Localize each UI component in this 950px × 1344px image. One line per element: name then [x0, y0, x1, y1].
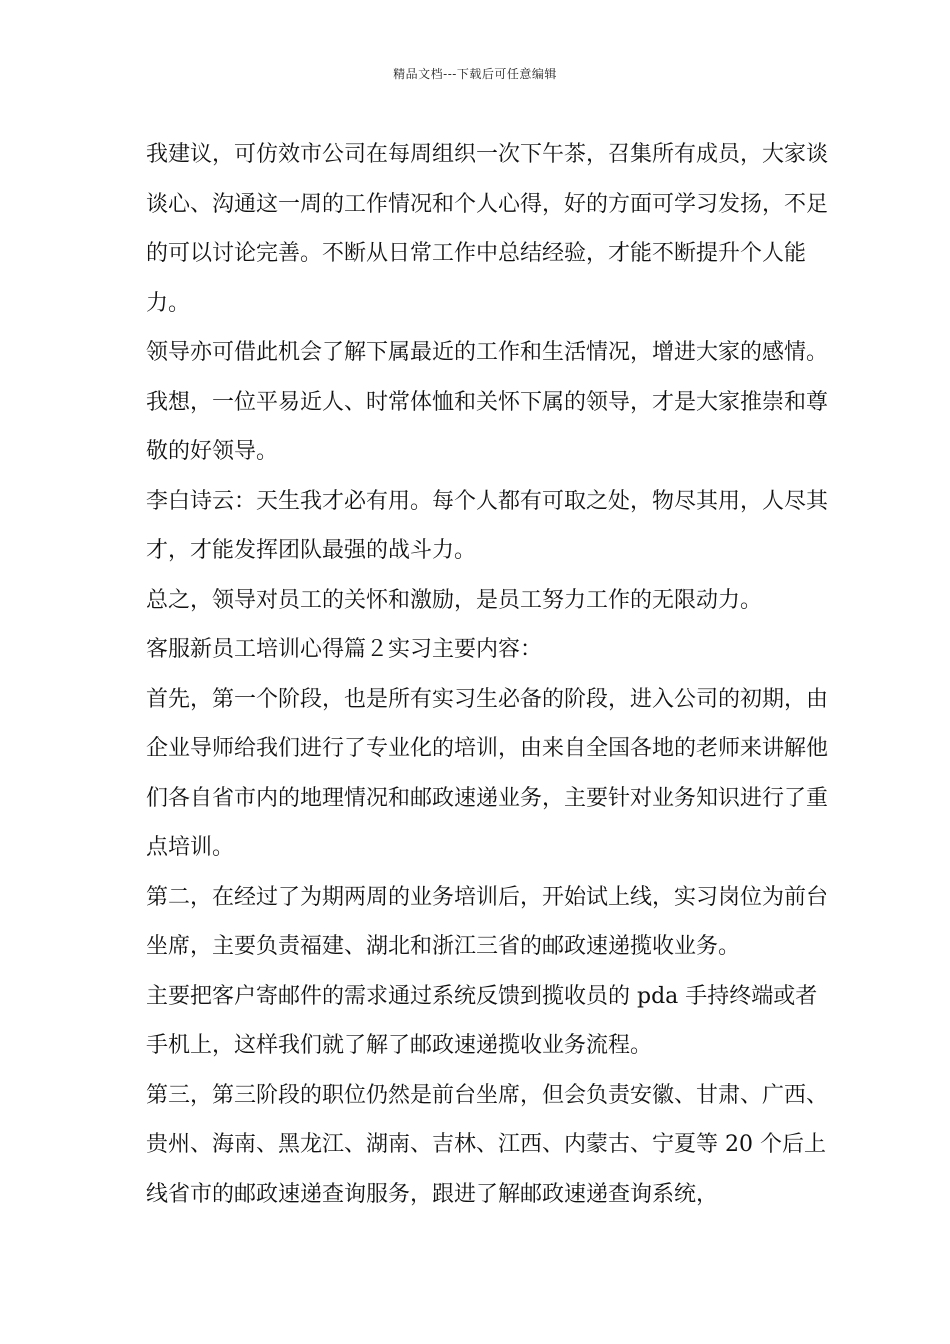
- paragraph-stage-one: 首先，第一个阶段，也是所有实习生必备的阶段，进入公司的初期，由企业导师给我们进行了专业化的培训，由来自全国各地的老师来讲解他们各自省市内的地理情况和邮政速递业务，主要针对业务知识进行了重点培训。: [146, 686, 829, 860]
- paragraph-stage-two: 第二，在经过了为期两周的业务培训后，开始试上线，实习岗位为前台坐席，主要负责福建、湖北和浙江三省的邮政速递揽收业务。: [146, 884, 829, 959]
- paragraph-leader-care: 领导亦可借此机会了解下属最近的工作和生活情况，增进大家的感情。我想，一位平易近人、时常体恤和关怀下属的领导，才是大家推崇和尊敬的好领导。: [146, 340, 829, 464]
- paragraph-li-bai-quote: 李白诗云：天生我才必有用。每个人都有可取之处，物尽其用，人尽其才，才能发挥团队最强的战斗力。: [146, 488, 829, 563]
- section-heading: 客服新员工培训心得篇２实习主要内容：: [146, 637, 543, 662]
- page-header: 精品文档---下载后可任意编辑: [393, 67, 557, 81]
- paragraph-stage-three: 第三，第三阶段的职位仍然是前台坐席，但会负责安徽、甘肃、广西、贵州、海南、黑龙江、湖南、吉林、江西、内蒙古、宁夏等 20 个后上线省市的邮政速递查询服务，跟进了解邮政速递查询系统，: [146, 1082, 829, 1207]
- paragraph-conclusion: 总之，领导对员工的关怀和激励，是员工努力工作的无限动力。: [146, 587, 763, 613]
- document-body: [146, 130, 836, 1219]
- paragraph-stage-two-detail: 主要把客户寄邮件的需求通过系统反馈到揽收员的 pda 手持终端或者手机上，这样我们就了解了邮政速递揽收业务流程。: [146, 983, 818, 1058]
- paragraph-suggestion-tea: 我建议，可仿效市公司在每周组织一次下午茶，召集所有成员，大家谈谈心、沟通这一周的工作情况和个人心得，好的方面可学习发扬，不足的可以讨论完善。不断从日常工作中总结经验，才能不断提升个人能力。: [146, 142, 829, 316]
